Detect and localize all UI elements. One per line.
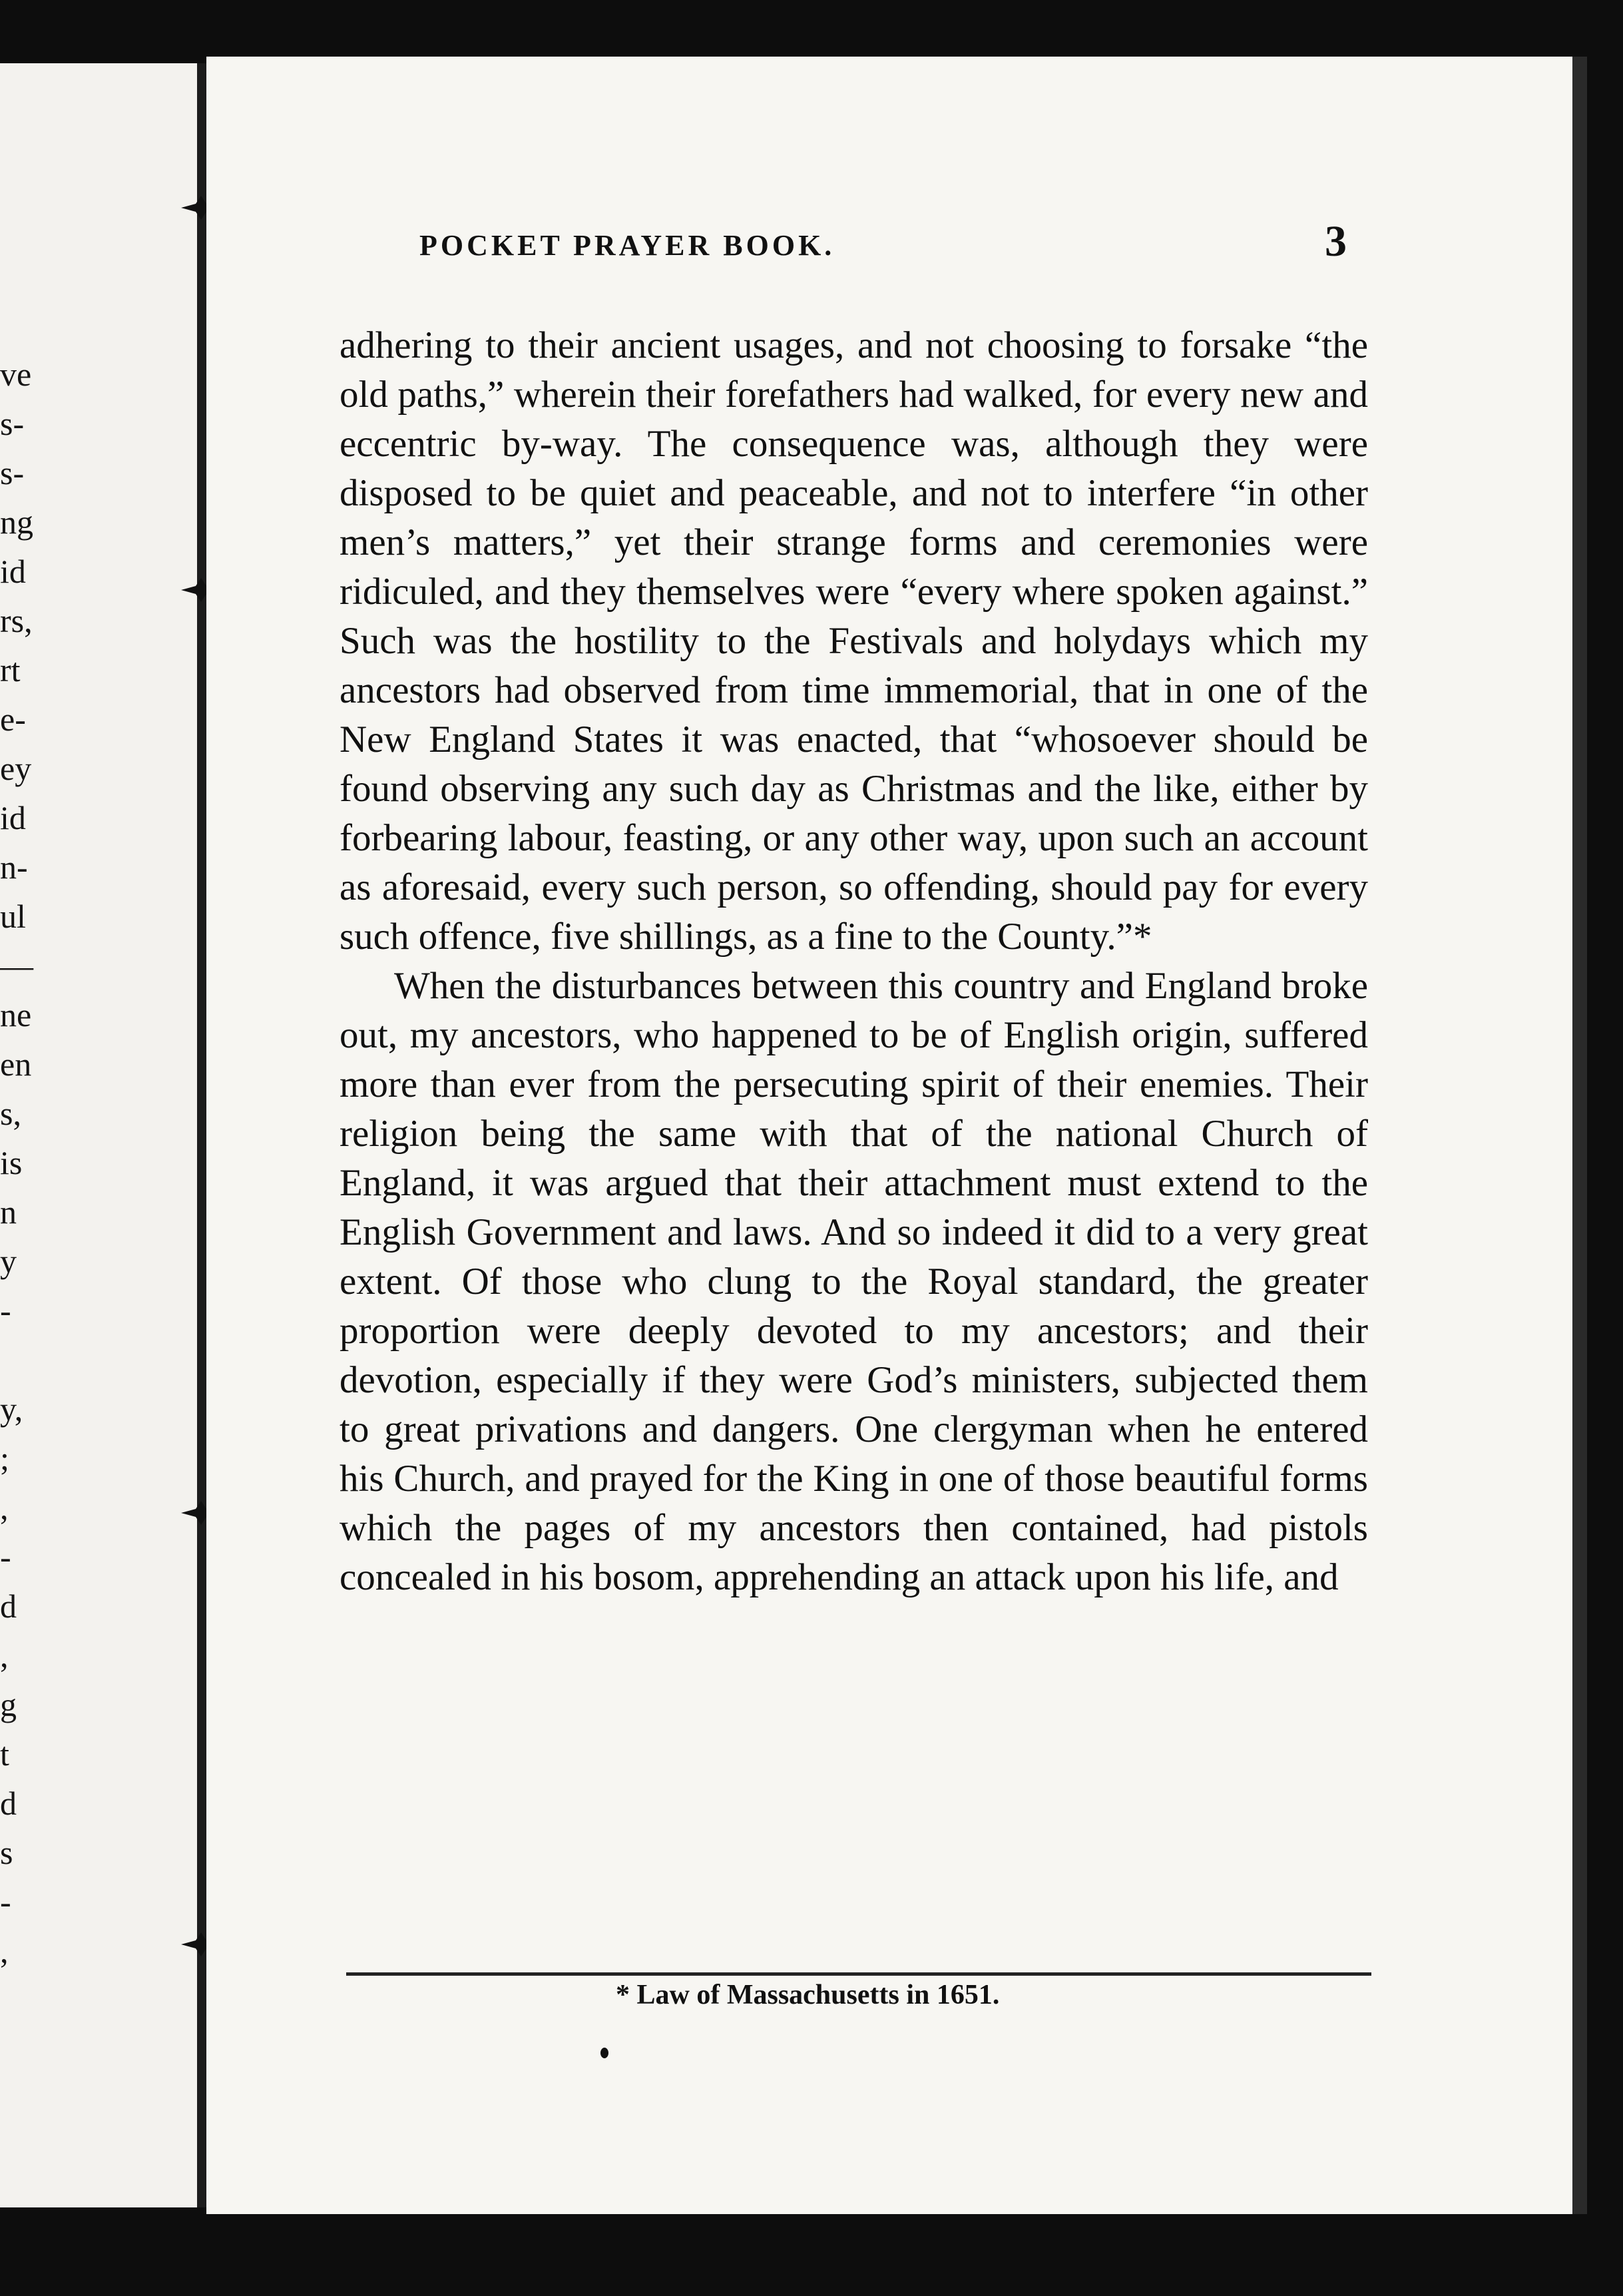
paragraph: adhering to their ancient usages, and not choosing to forsake “the old paths,” wherein their forefathers had walked, for every new and eccentric by-way. The consequence was, although they were disposed to be quiet and peaceable, and not to interfere “in other men’s matters,” yet their strange forms and ceremonies were ridiculed, and they themselves were “every where spoken against.” Such was the hostility to the Festivals and holydays which my ancestors had observed from time immemorial, that in one of the New England States it was enacted, that “whosoever should be found observing any such day as Christmas and the like, either by forbearing labour, feasting, or any other way, upon such an account as aforesaid, every such person, so offending, should pay for every such offence, five shillings, as a fine to the County.”* (340, 324, 1368, 958)
facing-page-line: ne (0, 996, 32, 1033)
facing-page-line: ve (0, 356, 32, 393)
facing-page-line: s- (0, 454, 25, 491)
facing-page-line: s- (0, 405, 25, 442)
facing-page (0, 63, 200, 2207)
facing-page-line: ng (0, 503, 33, 541)
facing-page-line: y (0, 1243, 17, 1280)
facing-page-line: , (0, 1489, 9, 1526)
facing-page-line: — (0, 947, 33, 984)
facing-page-text (0, 350, 200, 1976)
ink-dot (600, 2048, 608, 2058)
facing-page-line: e- (0, 701, 26, 738)
facing-page-line: - (0, 1883, 11, 1920)
book-gutter (197, 63, 206, 2207)
facing-page-line: t (0, 1735, 9, 1773)
facing-page-line: en (0, 1045, 32, 1083)
facing-page-line: - (0, 1292, 11, 1329)
running-title: POCKET PRAYER BOOK. (419, 229, 835, 262)
facing-page-line: rt (0, 651, 21, 689)
facing-page-line: id (0, 799, 26, 836)
body-text (340, 321, 1368, 1602)
facing-page-line: d (0, 1587, 17, 1625)
facing-page-line: s (0, 1834, 13, 1871)
facing-page-line: ul (0, 898, 26, 935)
facing-page-line: g (0, 1686, 17, 1723)
facing-page-line: y, (0, 1390, 23, 1428)
facing-page-line: n (0, 1193, 17, 1231)
facing-page-line: n- (0, 848, 28, 886)
facing-page-line: , (0, 1932, 9, 1970)
facing-page-line: rs, (0, 602, 33, 639)
facing-page-line (0, 1335, 200, 1384)
paragraph: When the disturbances between this country and England broke out, my ancestors, who happened to be of English origin, suffered more than ever from the persecuting spirit of their enemies. Their religion being the same with that of the national Church of England, it was argued that their attachment must extend to the English Government and laws. And so indeed it did to a very great extent. Of those who clung to the Royal standard, the greater proportion were deeply devoted to my ancestors; and their devotion, especially if they were God’s ministers, subjected them to great privations and dangers. One clergyman when he entered his Church, and prayed for the King in one of those beautiful forms which the pages of my ancestors then contained, had pistols concealed in his bosom, apprehending an attack upon his life, and (340, 965, 1368, 1598)
page-edge (1572, 57, 1587, 2214)
facing-page-line: ey (0, 750, 32, 787)
facing-page-line: d (0, 1785, 17, 1822)
facing-page-line: is (0, 1144, 23, 1181)
facing-page-line: s, (0, 1095, 21, 1132)
facing-page-line: , (0, 1637, 9, 1674)
facing-page-line: - (0, 1538, 11, 1576)
footnote: * Law of Massachusetts in 1651. (616, 1980, 1000, 2010)
facing-page-line: ; (0, 1440, 9, 1477)
footnote-rule (346, 1972, 1371, 1976)
page-number: 3 (1325, 217, 1347, 266)
facing-page-line: id (0, 553, 26, 590)
